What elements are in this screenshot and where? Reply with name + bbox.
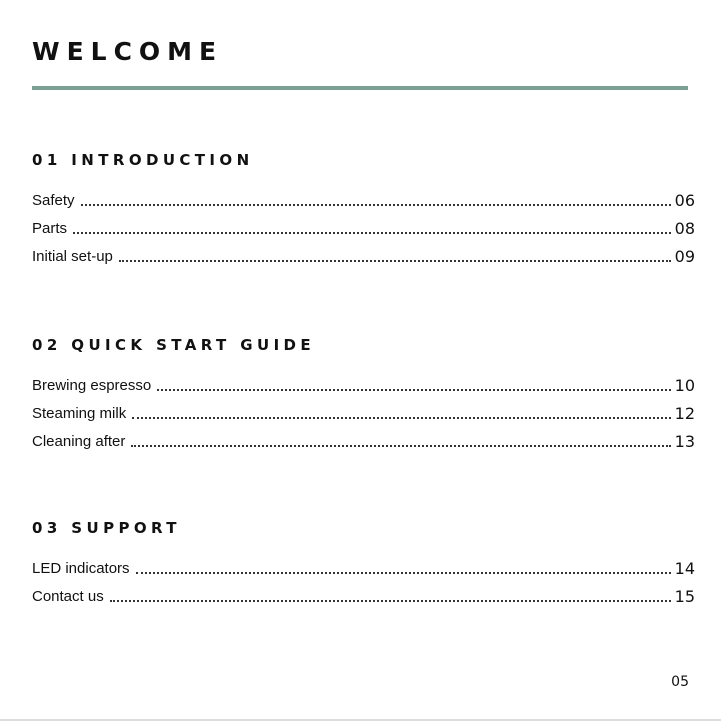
toc-entry-parts[interactable] bbox=[32, 211, 695, 239]
section-introduction bbox=[32, 150, 695, 267]
toc-entry-label: Contact us bbox=[32, 588, 104, 605]
dot-leader bbox=[110, 600, 671, 602]
dot-leader bbox=[132, 417, 670, 419]
page-number: 05 bbox=[671, 674, 689, 690]
toc-entry-page: 10 bbox=[674, 376, 695, 395]
toc-entry-page: 13 bbox=[674, 432, 695, 451]
toc-entry-label: Brewing espresso bbox=[32, 377, 152, 394]
dot-leader bbox=[136, 572, 671, 574]
toc-entry-page: 15 bbox=[674, 587, 695, 606]
toc-entry-steaming-milk[interactable] bbox=[32, 396, 695, 424]
toc-entry-label: Steaming milk bbox=[32, 405, 127, 422]
toc-entry-page: 09 bbox=[674, 247, 695, 266]
dot-leader bbox=[131, 445, 670, 447]
toc-entry-page: 06 bbox=[674, 191, 695, 210]
section-quick-start-guide bbox=[32, 335, 695, 452]
toc-entry-label: Safety bbox=[32, 192, 75, 209]
title-divider bbox=[32, 86, 688, 90]
toc-entry-label: Cleaning after bbox=[32, 433, 126, 450]
toc-entry-page: 08 bbox=[674, 219, 695, 238]
toc-entry-safety[interactable] bbox=[32, 183, 695, 211]
dot-leader bbox=[73, 232, 671, 234]
dot-leader bbox=[81, 204, 671, 206]
toc-entry-brewing-espresso[interactable] bbox=[32, 368, 695, 396]
toc-entry-led-indicators[interactable] bbox=[32, 551, 695, 579]
section-heading: 01 INTRODUCTION bbox=[32, 151, 254, 169]
toc-entry-label: Initial set-up bbox=[32, 248, 113, 265]
toc-entry-page: 12 bbox=[674, 404, 695, 423]
dot-leader bbox=[119, 260, 671, 262]
toc-entry-page: 14 bbox=[674, 559, 695, 578]
page-title: WELCOME bbox=[32, 37, 224, 66]
section-heading: 02 QUICK START GUIDE bbox=[32, 336, 316, 354]
toc-entry-cleaning-after[interactable] bbox=[32, 424, 695, 452]
toc-entry-contact-us[interactable] bbox=[32, 579, 695, 607]
toc-entry-label: Parts bbox=[32, 220, 68, 237]
section-support bbox=[32, 518, 695, 607]
toc-entry-label: LED indicators bbox=[32, 560, 130, 577]
section-heading: 03 SUPPORT bbox=[32, 519, 181, 537]
toc-entry-initial-set-up[interactable] bbox=[32, 239, 695, 267]
dot-leader bbox=[157, 389, 670, 391]
